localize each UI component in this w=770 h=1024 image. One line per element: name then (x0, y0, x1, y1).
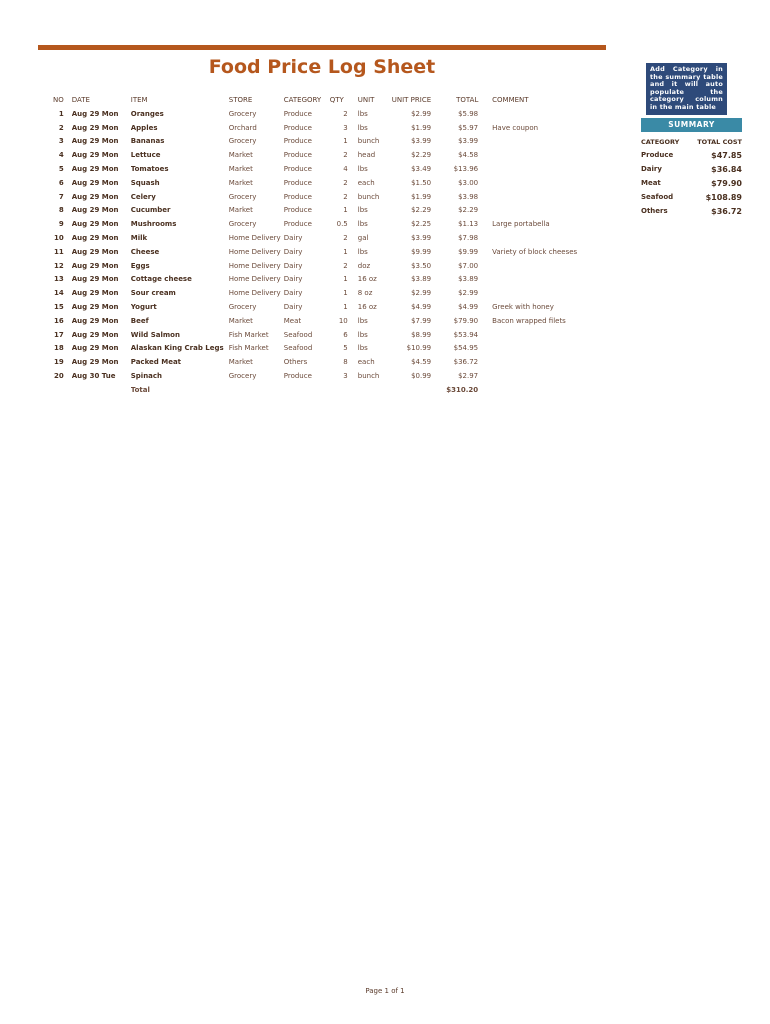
summary-category: Meat (641, 179, 661, 187)
cell-no: 1 (58, 109, 64, 118)
cell-store: Market (228, 178, 253, 187)
cell-item: Apples (130, 123, 158, 132)
cell-item: Yogurt (130, 303, 157, 312)
cell-no: 9 (58, 220, 64, 229)
cell-date: Aug 29 Mon (71, 316, 119, 325)
cell-unit-price: $3.49 (411, 165, 432, 174)
cell-category: Dairy (283, 289, 303, 298)
col-store-header: STORE (228, 96, 253, 104)
col-category-header: CATEGORY (283, 96, 322, 104)
cell-qty: 2 (343, 109, 348, 118)
cell-comment (492, 328, 612, 342)
cell-total: $36.72 (453, 358, 479, 367)
cell-unit-price: $1.99 (411, 192, 432, 201)
cell-item: Alaskan King Crab Legs (130, 344, 224, 353)
cell-category: Produce (283, 178, 312, 187)
cell-unit: each (357, 358, 375, 367)
cell-category: Dairy (283, 303, 303, 312)
page-footer: Page 1 of 1 (365, 987, 405, 995)
cell-date: Aug 29 Mon (71, 123, 119, 132)
cell-total: $3.98 (458, 192, 479, 201)
cell-store: Grocery (228, 192, 257, 201)
cell-no: 15 (54, 303, 64, 312)
header-rule (38, 45, 606, 50)
cell-no: 6 (58, 178, 64, 187)
table-row (40, 328, 612, 342)
summary-col-total: TOTAL COST (697, 137, 742, 146)
summary-row (641, 204, 742, 218)
cell-unit: lbs (357, 344, 368, 353)
cell-date: Aug 29 Mon (71, 151, 119, 160)
cell-no: 13 (54, 275, 64, 284)
cell-date: Aug 29 Mon (71, 303, 119, 312)
table-row (40, 148, 612, 162)
empty-cell (284, 383, 330, 397)
cell-date: Aug 29 Mon (71, 344, 119, 353)
cell-item: Milk (130, 234, 148, 243)
cell-total: $7.98 (458, 234, 479, 243)
cell-total: $3.89 (458, 275, 479, 284)
cell-comment (492, 273, 612, 287)
cell-no: 14 (54, 289, 64, 298)
cell-store: Market (228, 316, 253, 325)
cell-store: Orchard (228, 123, 257, 132)
cell-store: Home Delivery (228, 275, 281, 284)
cell-store: Grocery (228, 303, 257, 312)
cell-comment (492, 231, 612, 245)
summary-row (641, 162, 742, 176)
total-row (40, 383, 612, 397)
table-row (40, 217, 612, 231)
cell-comment (492, 369, 612, 383)
cell-unit-price: $8.99 (411, 330, 432, 339)
cell-total: $4.99 (458, 303, 479, 312)
cell-comment (492, 259, 612, 273)
cell-comment (492, 162, 612, 176)
cell-total: $9.99 (458, 247, 479, 256)
cell-store: Grocery (228, 109, 257, 118)
cell-unit-price: $3.99 (411, 234, 432, 243)
cell-qty: 4 (343, 165, 348, 174)
cell-unit-price: $3.99 (411, 137, 432, 146)
summary-category: Dairy (641, 165, 662, 173)
col-unit-header: UNIT (357, 96, 375, 104)
cell-category: Dairy (283, 275, 303, 284)
cell-qty: 1 (343, 206, 348, 215)
empty-cell (72, 383, 131, 397)
table-row (40, 107, 612, 121)
summary-total: $79.90 (711, 178, 742, 188)
cell-item: Spinach (130, 372, 163, 381)
empty-cell (40, 383, 72, 397)
cell-store: Market (228, 165, 253, 174)
cell-unit-price: $2.29 (411, 206, 432, 215)
col-total-header: TOTAL (456, 96, 479, 104)
cell-unit-price: $2.99 (411, 289, 432, 298)
cell-comment (492, 286, 612, 300)
cell-date: Aug 29 Mon (71, 247, 119, 256)
cell-date: Aug 29 Mon (71, 178, 119, 187)
cell-total: $5.97 (458, 123, 479, 132)
cell-no: 2 (58, 123, 64, 132)
cell-qty: 1 (343, 247, 348, 256)
table-row (40, 190, 612, 204)
cell-unit-price: $1.50 (411, 178, 432, 187)
cell-qty: 2 (343, 234, 348, 243)
page-title: Food Price Log Sheet (208, 56, 436, 78)
table-row (40, 162, 612, 176)
summary-total: $47.85 (711, 150, 742, 160)
cell-category: Produce (283, 192, 312, 201)
cell-qty: 2 (343, 151, 348, 160)
table-row (40, 135, 612, 149)
cell-unit: lbs (357, 206, 368, 215)
cell-comment: Variety of block cheeses (492, 247, 578, 256)
cell-no: 7 (58, 192, 64, 201)
summary-row (641, 148, 742, 162)
table-row (40, 342, 612, 356)
cell-comment: Bacon wrapped filets (492, 316, 566, 325)
cell-total: $13.96 (453, 165, 479, 174)
cell-total: $3.00 (458, 178, 479, 187)
cell-comment (492, 355, 612, 369)
summary-category: Produce (641, 151, 674, 159)
cell-unit: bunch (357, 192, 380, 201)
empty-cell (330, 383, 358, 397)
cell-comment (492, 148, 612, 162)
cell-store: Home Delivery (228, 289, 281, 298)
summary-total: $36.84 (711, 164, 742, 174)
cell-store: Fish Market (228, 344, 269, 353)
cell-item: Beef (130, 316, 149, 325)
cell-item: Celery (130, 192, 156, 201)
cell-category: Produce (283, 109, 312, 118)
cell-store: Home Delivery (228, 247, 281, 256)
cell-date: Aug 29 Mon (71, 192, 119, 201)
cell-store: Grocery (228, 372, 257, 381)
table-row (40, 273, 612, 287)
col-qty-header: QTY (329, 96, 344, 104)
summary-category: Seafood (641, 193, 674, 201)
cell-category: Meat (283, 316, 302, 325)
cell-unit: each (357, 178, 375, 187)
cell-qty: 1 (343, 289, 348, 298)
cell-qty: 2 (343, 192, 348, 201)
cell-store: Home Delivery (228, 234, 281, 243)
cell-qty: 3 (343, 372, 348, 381)
cell-category: Produce (283, 137, 312, 146)
table-header-row (40, 93, 612, 107)
col-comment-header: COMMENT (492, 96, 529, 104)
cell-no: 12 (54, 261, 64, 270)
cell-no: 16 (54, 316, 64, 325)
cell-unit: lbs (357, 123, 368, 132)
cell-date: Aug 29 Mon (71, 261, 119, 270)
cell-unit: head (357, 151, 376, 160)
table-row (40, 314, 612, 328)
cell-store: Grocery (228, 137, 257, 146)
summary-header: SUMMARY (641, 118, 742, 132)
cell-category: Seafood (283, 330, 313, 339)
empty-cell (492, 383, 612, 397)
summary-table (641, 135, 742, 218)
cell-comment: Have coupon (492, 123, 539, 132)
cell-no: 10 (54, 234, 64, 243)
cell-store: Fish Market (228, 330, 269, 339)
cell-qty: 1 (343, 137, 348, 146)
cell-comment: Large portabella (492, 220, 550, 229)
table-row (40, 245, 612, 259)
cell-store: Market (228, 206, 253, 215)
cell-unit: lbs (357, 247, 368, 256)
cell-item: Cottage cheese (130, 275, 192, 284)
cell-unit-price: $2.25 (411, 220, 432, 229)
total-label: Total (130, 385, 150, 394)
cell-comment (492, 107, 612, 121)
instruction-note: Add Category in the summary table and it will auto populate the category column in the main table (646, 63, 727, 115)
cell-qty: 2 (343, 178, 348, 187)
summary-col-category: CATEGORY (641, 137, 680, 146)
cell-unit: lbs (357, 220, 368, 229)
cell-store: Market (228, 151, 253, 160)
cell-unit-price: $1.99 (411, 123, 432, 132)
cell-qty: 8 (343, 358, 348, 367)
col-unit-price-header: UNIT PRICE (391, 96, 432, 104)
cell-comment (492, 204, 612, 218)
table-row (40, 355, 612, 369)
cell-total: $4.58 (458, 151, 479, 160)
cell-item: Lettuce (130, 151, 161, 160)
cell-date: Aug 29 Mon (71, 358, 119, 367)
col-no-header: NO (53, 96, 64, 104)
cell-no: 4 (58, 151, 64, 160)
cell-date: Aug 29 Mon (71, 109, 119, 118)
cell-unit-price: $4.59 (411, 358, 432, 367)
cell-no: 5 (58, 165, 64, 174)
cell-no: 18 (54, 344, 64, 353)
cell-date: Aug 29 Mon (71, 165, 119, 174)
summary-header-row (641, 135, 742, 148)
cell-category: Produce (283, 165, 312, 174)
cell-date: Aug 29 Mon (71, 275, 119, 284)
cell-date: Aug 29 Mon (71, 234, 119, 243)
summary-total: $108.89 (705, 192, 742, 202)
cell-unit: gal (357, 234, 369, 243)
cell-item: Tomatoes (130, 165, 169, 174)
cell-unit: lbs (357, 109, 368, 118)
cell-date: Aug 29 Mon (71, 206, 119, 215)
cell-total: $7.00 (458, 261, 479, 270)
cell-date: Aug 29 Mon (71, 289, 119, 298)
cell-unit: lbs (357, 330, 368, 339)
table-row (40, 176, 612, 190)
cell-item: Cucumber (130, 206, 171, 215)
cell-no: 8 (58, 206, 64, 215)
cell-category: Produce (283, 220, 312, 229)
cell-category: Produce (283, 206, 312, 215)
cell-comment (492, 176, 612, 190)
table-row (40, 259, 612, 273)
cell-item: Cheese (130, 247, 160, 256)
cell-comment (492, 190, 612, 204)
cell-no: 17 (54, 330, 64, 339)
cell-item: Squash (130, 178, 160, 187)
cell-total: $3.99 (458, 137, 479, 146)
cell-category: Others (283, 358, 308, 367)
cell-no: 20 (54, 372, 64, 381)
table-row (40, 204, 612, 218)
cell-date: Aug 30 Tue (71, 372, 116, 381)
cell-item: Eggs (130, 261, 150, 270)
table-row (40, 300, 612, 314)
cell-category: Produce (283, 123, 312, 132)
cell-unit-price: $3.89 (411, 275, 432, 284)
cell-no: 19 (54, 358, 64, 367)
cell-item: Wild Salmon (130, 330, 180, 339)
cell-category: Dairy (283, 247, 303, 256)
cell-qty: 1 (343, 275, 348, 284)
cell-total: $53.94 (453, 330, 479, 339)
cell-store: Grocery (228, 220, 257, 229)
cell-total: $2.97 (458, 372, 479, 381)
cell-total: $54.95 (453, 344, 479, 353)
cell-category: Dairy (283, 261, 303, 270)
cell-qty: 0.5 (336, 220, 348, 229)
log-table (40, 93, 612, 397)
cell-category: Seafood (283, 344, 313, 353)
cell-unit: doz (357, 261, 371, 270)
cell-date: Aug 29 Mon (71, 220, 119, 229)
cell-unit-price: $3.50 (411, 261, 432, 270)
cell-comment: Greek with honey (492, 303, 554, 312)
cell-item: Mushrooms (130, 220, 177, 229)
col-date-header: DATE (71, 96, 90, 104)
summary-category: Others (641, 207, 668, 215)
summary-row (641, 190, 742, 204)
table-row (40, 121, 612, 135)
cell-total: $79.90 (453, 316, 479, 325)
cell-total: $5.98 (458, 109, 479, 118)
cell-qty: 10 (338, 316, 348, 325)
cell-qty: 1 (343, 303, 348, 312)
cell-date: Aug 29 Mon (71, 137, 119, 146)
col-item-header: ITEM (130, 96, 148, 104)
cell-unit-price: $0.99 (411, 372, 432, 381)
empty-cell (358, 383, 392, 397)
cell-category: Produce (283, 151, 312, 160)
cell-unit: bunch (357, 137, 380, 146)
cell-unit: 16 oz (357, 303, 377, 312)
cell-unit-price: $2.29 (411, 151, 432, 160)
cell-comment (492, 342, 612, 356)
cell-qty: 6 (343, 330, 348, 339)
cell-total: $2.99 (458, 289, 479, 298)
cell-store: Home Delivery (228, 261, 281, 270)
cell-unit: lbs (357, 316, 368, 325)
empty-cell (392, 383, 445, 397)
cell-category: Dairy (283, 234, 303, 243)
cell-category: Produce (283, 372, 312, 381)
cell-item: Bananas (130, 137, 165, 146)
cell-unit: lbs (357, 165, 368, 174)
cell-no: 3 (58, 137, 64, 146)
summary-total: $36.72 (711, 206, 742, 216)
table-row (40, 369, 612, 383)
summary-row (641, 176, 742, 190)
cell-total: $1.13 (458, 220, 479, 229)
cell-unit-price: $2.99 (411, 109, 432, 118)
cell-total: $2.29 (458, 206, 479, 215)
grand-total: $310.20 (446, 385, 479, 394)
cell-qty: 2 (343, 261, 348, 270)
cell-unit-price: $9.99 (411, 247, 432, 256)
cell-item: Packed Meat (130, 358, 182, 367)
table-row (40, 286, 612, 300)
cell-item: Sour cream (130, 289, 176, 298)
cell-unit: 16 oz (357, 275, 377, 284)
cell-qty: 3 (343, 123, 348, 132)
cell-no: 11 (54, 247, 64, 256)
cell-qty: 5 (343, 344, 348, 353)
cell-date: Aug 29 Mon (71, 330, 119, 339)
cell-unit-price: $7.99 (411, 316, 432, 325)
cell-comment (492, 135, 612, 149)
cell-store: Market (228, 358, 253, 367)
cell-unit-price: $10.99 (406, 344, 432, 353)
cell-unit: bunch (357, 372, 380, 381)
cell-item: Oranges (130, 109, 164, 118)
table-row (40, 231, 612, 245)
cell-unit: 8 oz (357, 289, 373, 298)
cell-unit-price: $4.99 (411, 303, 432, 312)
empty-cell (229, 383, 284, 397)
